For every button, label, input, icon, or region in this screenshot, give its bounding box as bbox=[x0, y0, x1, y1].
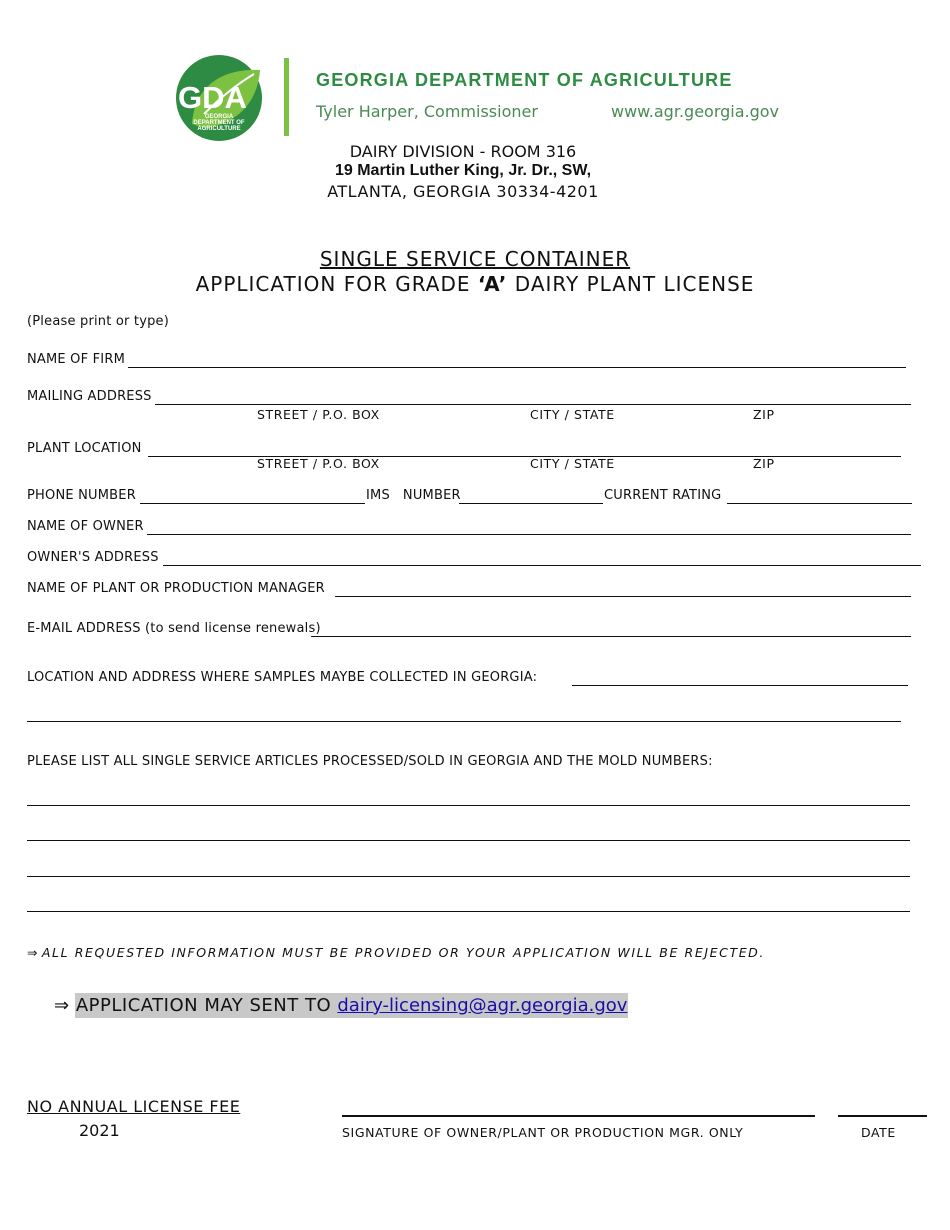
address-line-2: 19 Martin Luther King, Jr. Dr., SW, bbox=[334, 162, 592, 179]
commissioner-name: Tyler Harper, Commissioner bbox=[316, 102, 538, 121]
owner-address-field[interactable] bbox=[163, 565, 921, 566]
signature-caption: SIGNATURE OF OWNER/PLANT OR PRODUCTION MGR. ONLY bbox=[342, 1125, 744, 1140]
logo-divider-bar bbox=[284, 58, 289, 136]
owner-name-label: NAME OF OWNER bbox=[27, 519, 144, 534]
requirement-notice: ⇒ ALL REQUESTED INFORMATION MUST BE PROVIDED OR YOUR APPLICATION WILL BE REJECTED. bbox=[27, 945, 765, 960]
articles-field-4[interactable] bbox=[27, 911, 910, 912]
email-label: E-MAIL ADDRESS (to send license renewals) bbox=[27, 621, 321, 636]
articles-list-label: PLEASE LIST ALL SINGLE SERVICE ARTICLES PROCESSED/SOLD IN GEORGIA AND THE MOLD NUMBERS: bbox=[27, 754, 713, 769]
plant-manager-label: NAME OF PLANT OR PRODUCTION MANAGER bbox=[27, 581, 325, 596]
send-to-email-link[interactable]: dairy-licensing@agr.georgia.gov bbox=[337, 995, 628, 1016]
phone-label: PHONE NUMBER bbox=[27, 488, 136, 503]
fee-note: NO ANNUAL LICENSE FEE bbox=[27, 1097, 241, 1116]
org-name: GEORGIA DEPARTMENT OF AGRICULTURE bbox=[316, 70, 733, 90]
signature-field[interactable] bbox=[342, 1115, 815, 1117]
articles-field-2[interactable] bbox=[27, 840, 910, 841]
plant-street-caption: STREET / P.O. BOX bbox=[257, 456, 380, 471]
plant-city-caption: CITY / STATE bbox=[530, 456, 615, 471]
ims-field[interactable] bbox=[459, 503, 603, 504]
logo-abbr: GDA bbox=[178, 80, 247, 115]
mailing-zip-caption: ZIP bbox=[753, 407, 775, 422]
date-caption: DATE bbox=[861, 1125, 896, 1140]
instruction-text: (Please print or type) bbox=[27, 314, 170, 329]
plant-location-label: PLANT LOCATION bbox=[27, 441, 142, 456]
send-to-notice: ⇒ APPLICATION MAY SENT TO dairy-licensing@agr.georgia.gov bbox=[54, 995, 628, 1016]
website-url: www.agr.georgia.gov bbox=[611, 102, 780, 121]
owner-address-label: OWNER'S ADDRESS bbox=[27, 550, 159, 565]
plant-zip-caption: ZIP bbox=[753, 456, 775, 471]
mailing-street-caption: STREET / P.O. BOX bbox=[257, 407, 380, 422]
articles-field-1[interactable] bbox=[27, 805, 910, 806]
mailing-address-label: MAILING ADDRESS bbox=[27, 389, 152, 404]
svg-text:DEPARTMENT OF: DEPARTMENT OF bbox=[193, 120, 245, 126]
articles-field-3[interactable] bbox=[27, 876, 910, 877]
firm-name-label: NAME OF FIRM bbox=[27, 352, 125, 367]
address-line-3: ATLANTA, GEORGIA 30334-4201 bbox=[327, 182, 599, 201]
grade-a: ‘A’ bbox=[477, 272, 508, 296]
sample-location-label: LOCATION AND ADDRESS WHERE SAMPLES MAYBE COLLECTED IN GEORGIA: bbox=[27, 670, 538, 685]
current-rating-label: CURRENT RATING bbox=[604, 488, 722, 503]
svg-text:AGRICULTURE: AGRICULTURE bbox=[197, 126, 241, 132]
email-field[interactable] bbox=[311, 636, 911, 637]
sample-location-field-2[interactable] bbox=[27, 721, 901, 722]
current-rating-field[interactable] bbox=[727, 503, 912, 504]
mailing-city-caption: CITY / STATE bbox=[530, 407, 615, 422]
gda-logo bbox=[174, 54, 264, 142]
arrow-icon: ⇒ bbox=[27, 945, 38, 960]
form-title-line-1: SINGLE SERVICE CONTAINER bbox=[319, 247, 631, 271]
ims-label: IMS NUMBER bbox=[366, 488, 461, 503]
firm-name-field[interactable] bbox=[128, 367, 906, 368]
sample-location-field-1[interactable] bbox=[572, 685, 908, 686]
form-title-line-2: APPLICATION FOR GRADE ‘A’ DAIRY PLANT LICENSE bbox=[195, 272, 755, 296]
svg-text:GEORGIA: GEORGIA bbox=[204, 114, 234, 120]
phone-field[interactable] bbox=[140, 503, 365, 504]
date-field[interactable] bbox=[838, 1115, 927, 1117]
mailing-address-field[interactable] bbox=[155, 404, 911, 405]
arrow-icon: ⇒ bbox=[54, 995, 70, 1016]
plant-manager-field[interactable] bbox=[335, 596, 911, 597]
owner-name-field[interactable] bbox=[147, 534, 911, 535]
form-year: 2021 bbox=[79, 1121, 120, 1140]
gda-seal-icon bbox=[174, 54, 264, 142]
address-line-1: DAIRY DIVISION - ROOM 316 bbox=[349, 142, 577, 161]
